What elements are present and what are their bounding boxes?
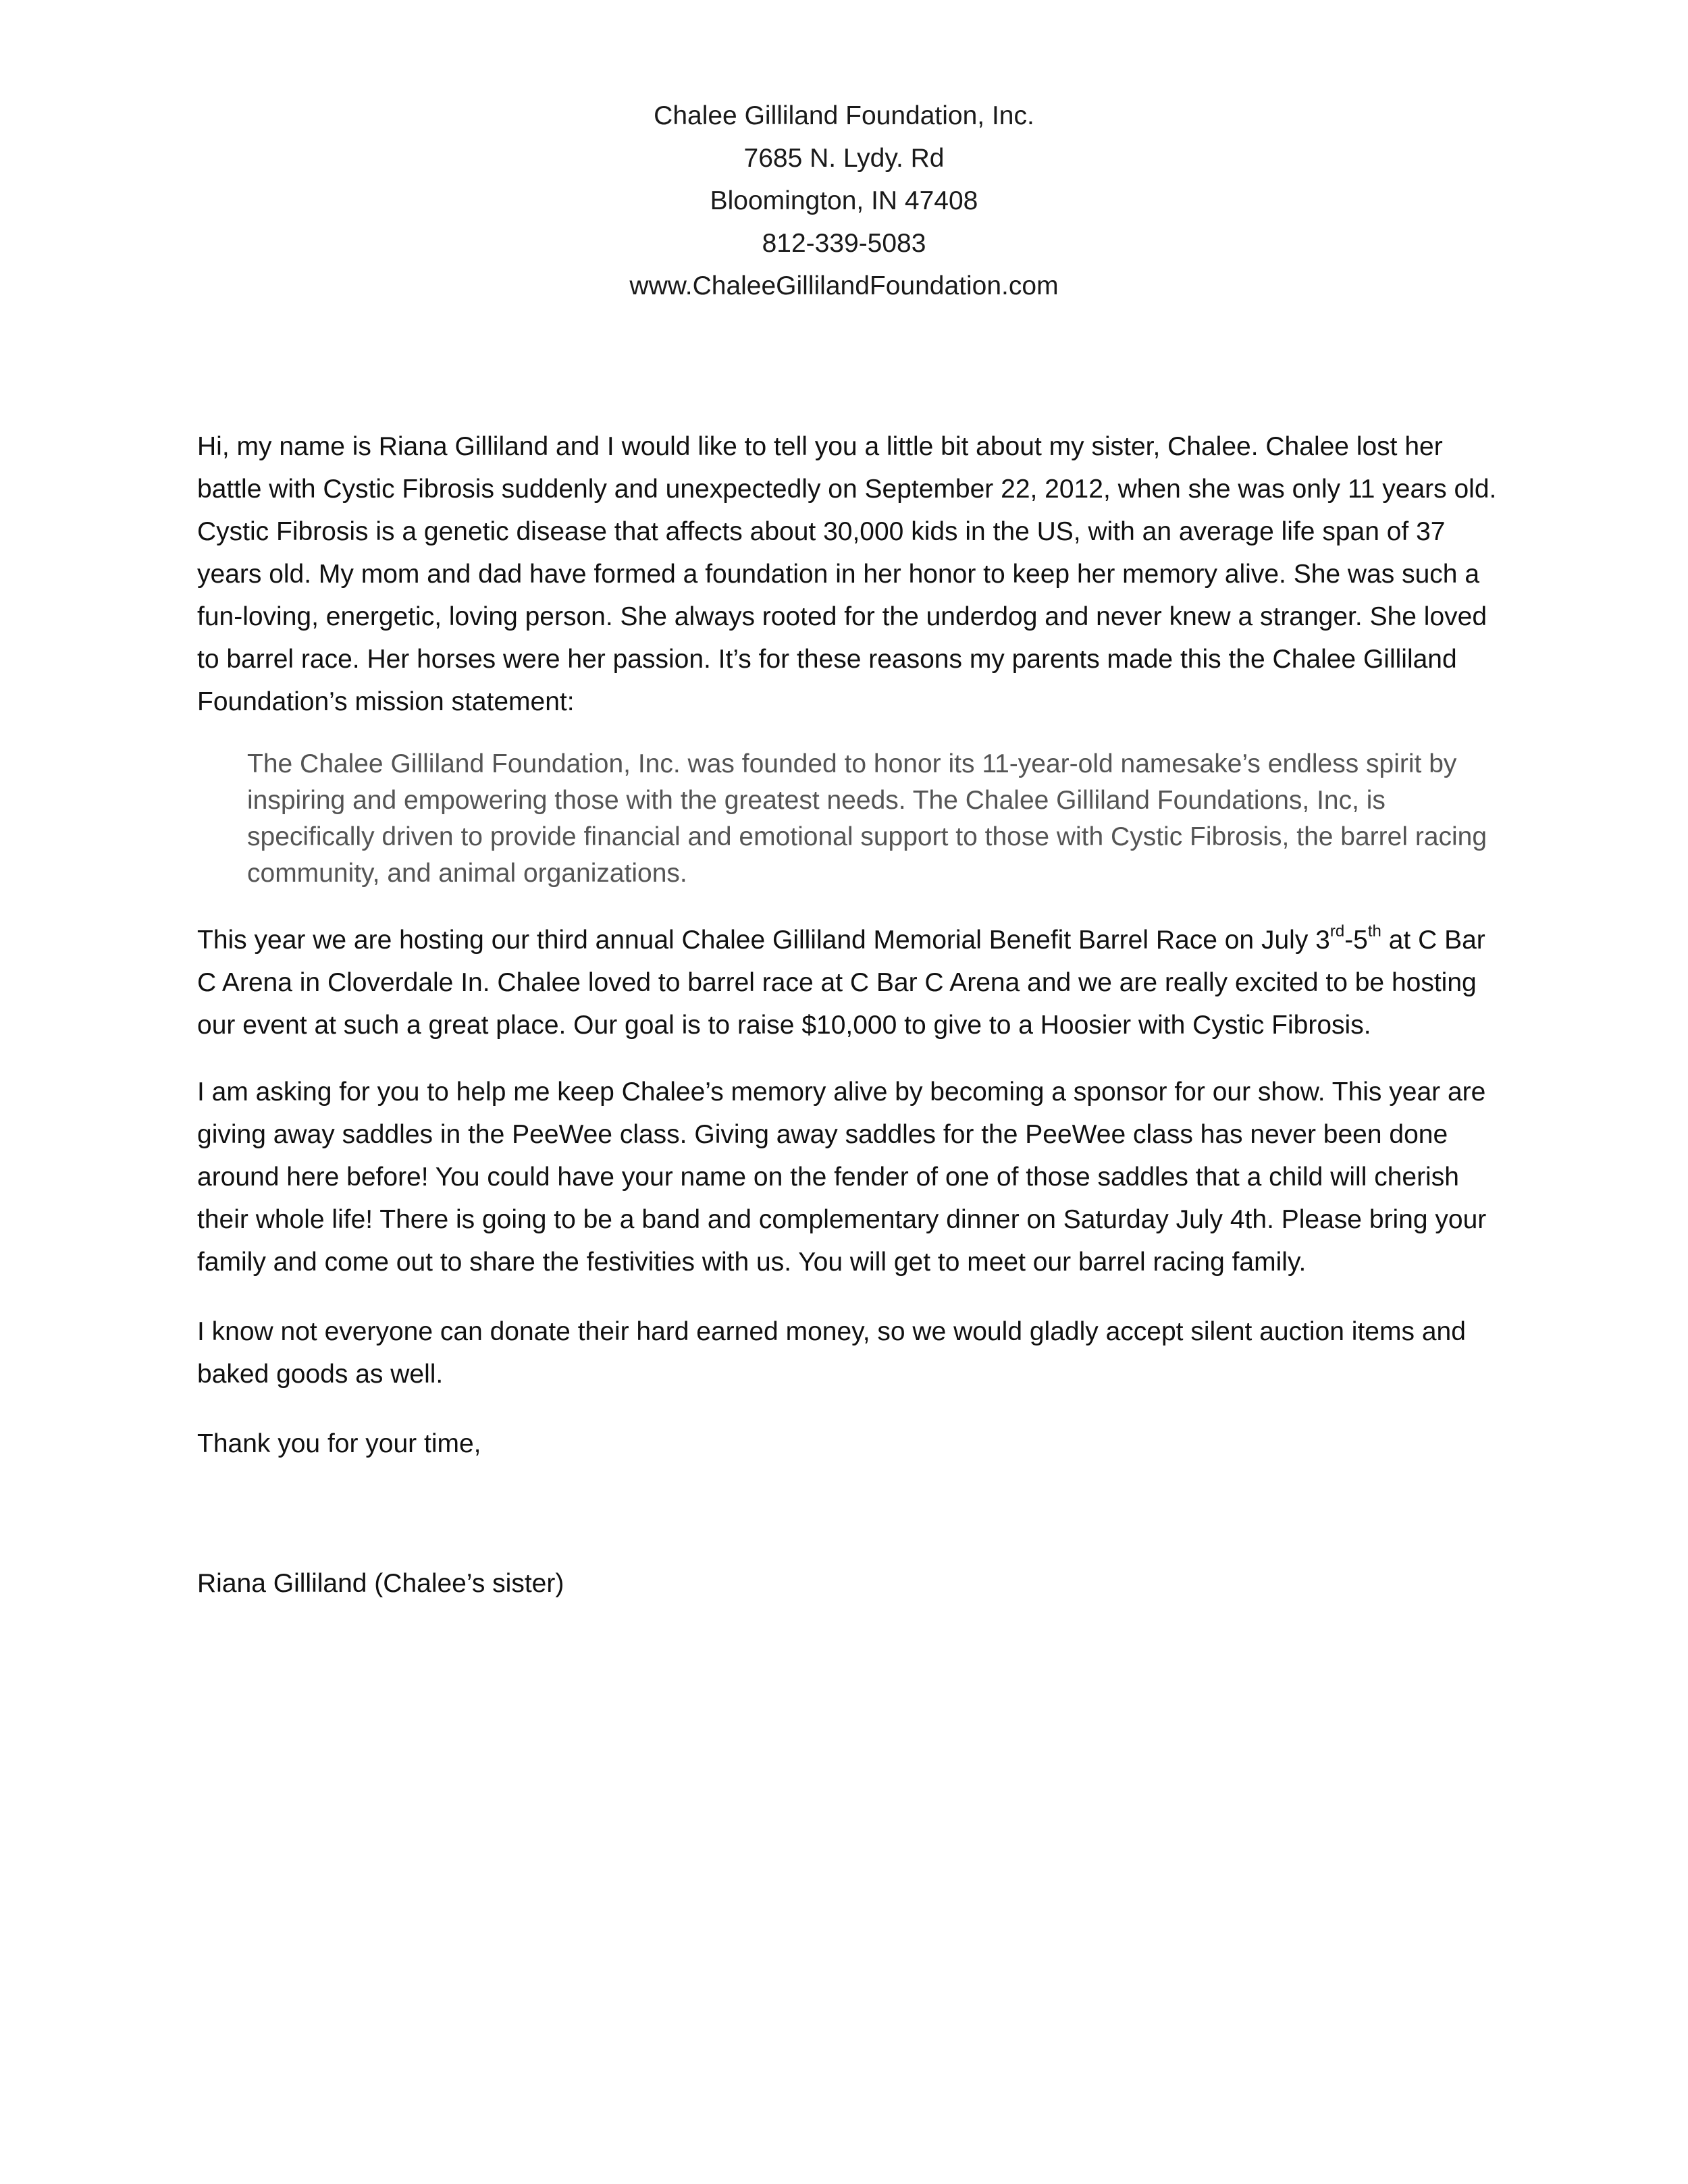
donations-paragraph: I know not everyone can donate their hard earned money, so we would gladly accept silent auction items and baked goods as well. <box>197 1317 1466 1389</box>
letter-body <box>197 425 1500 1605</box>
event-paragraph <box>197 919 1500 1046</box>
event-text-3: at C Bar C Arena in Cloverdale In. Chalee loved to barrel race at C Bar C Arena and we are really excited to be hosting our event at such a great place. Our goal is to raise $10,000 to give to a Hoosier with Cystic Fibrosis. <box>197 926 1485 1040</box>
city-state-zip: Bloomington, IN 47408 <box>710 186 978 215</box>
phone-number: 812-339-5083 <box>762 229 926 258</box>
event-text-1: This year we are hosting our third annual Chalee Gilliland Memorial Benefit Barrel Race on July 3 <box>197 926 1330 955</box>
signature-line: Riana Gilliland (Chalee’s sister) <box>197 1569 564 1598</box>
event-superscript-th: th <box>1367 922 1381 940</box>
closing-line: Thank you for your time, <box>197 1429 481 1458</box>
mission-statement-quote: The Chalee Gilliland Foundation, Inc. was founded to honor its 11-year-old namesake’s endless spirit by inspiring and empowering those with the greatest needs. The Chalee Gilliland Foundations, Inc, is specifically driven to provide financial and emotional support to those with Cystic Fibrosis, the barrel racing community, and animal organizations. <box>247 749 1487 888</box>
event-superscript-rd: rd <box>1329 922 1345 940</box>
website: www.ChaleeGillilandFoundation.com <box>629 271 1059 300</box>
letterhead <box>0 95 1688 307</box>
org-name: Chalee Gilliland Foundation, Inc. <box>654 101 1034 130</box>
intro-paragraph: Hi, my name is Riana Gilliland and I would like to tell you a little bit about my sister, Chalee. Chalee lost her battle with Cystic Fibrosis suddenly and unexpectedly on September 22, 2012, when she was only 11 years old. Cystic Fibrosis is a genetic disease that affects about 30,000 kids in the US, with an average life span of 37 years old. My mom and dad have formed a foundation in her honor to keep her memory alive. She was such a fun-loving, energetic, loving person. She always rooted for the underdog and never knew a stranger. She loved to barrel race. Her horses were her passion. It’s for these reasons my parents made this the Chalee Gilliland Foundation’s mission statement: <box>197 432 1497 716</box>
street-address: 7685 N. Lydy. Rd <box>743 144 945 173</box>
sponsor-paragraph: I am asking for you to help me keep Chalee’s memory alive by becoming a sponsor for our show. This year are giving away saddles in the PeeWee class. Giving away saddles for the PeeWee class has never been done around here before! You could have your name on the fender of one of those saddles that a child will cherish their whole life! There is going to be a band and complementary dinner on Saturday July 4th. Please bring your family and come out to share the festivities with us. You will get to meet our barrel racing family. <box>197 1077 1487 1277</box>
event-text-2: -5 <box>1344 926 1368 955</box>
